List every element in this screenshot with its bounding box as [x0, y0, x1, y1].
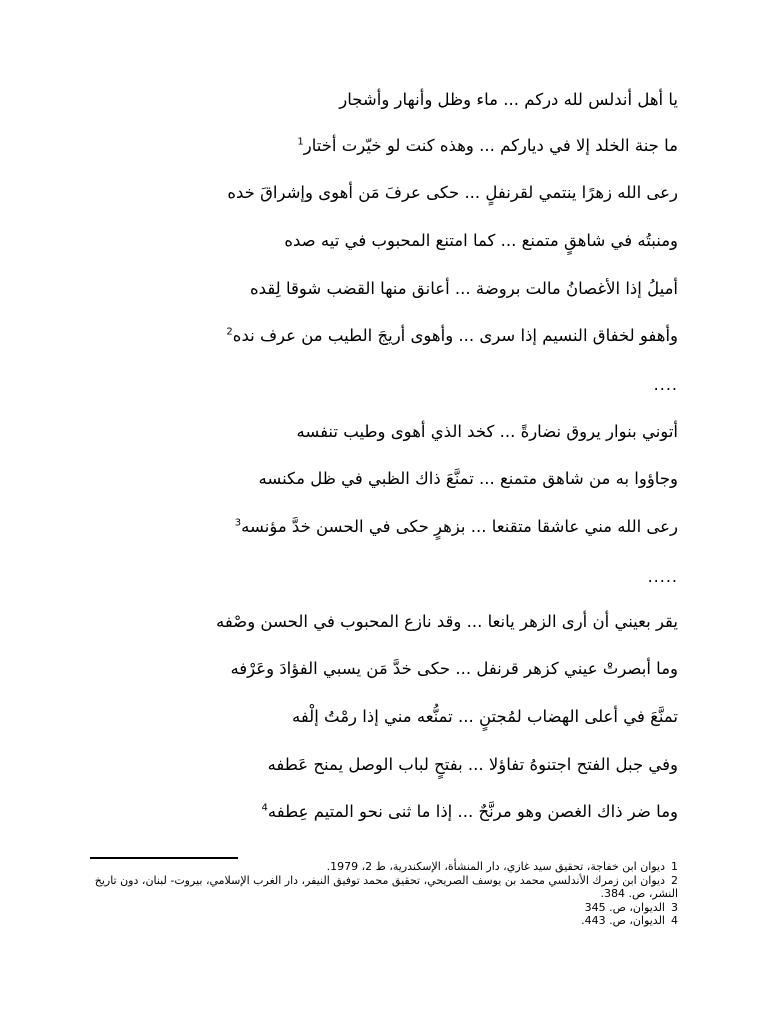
- verse-line: وما ضر ذاك الغصن وهو مرنَّحٌ ... إذا ما ثنى نحو المتيم عِطفه$^4$: [261, 802, 678, 821]
- verse-line: ما جنة الخلد إلا في دياركم ... وهذه كنت لو خيّرت أختار$^1$: [297, 136, 678, 155]
- verse-line: وما أبصرتْ عيني كزهر قرنفل ... حكى خدَّ مَن يسبي الفؤادَ وعَرْفه: [230, 659, 678, 678]
- verse-line: وأهفو لخفاق النسيم إذا سرى ... وأهوى أريجَ الطيب من عرف نده$^2$: [226, 326, 678, 345]
- footnote-item: [78, 914, 678, 928]
- footnote-divider: [90, 857, 238, 859]
- footnote-ref: 4: [261, 802, 268, 814]
- verse-line: وفي جبل الفتح اجتنوهُ تفاؤلا ... بفتحٍ لباب الوصل يمنح عَطفه: [267, 755, 678, 774]
- footnote-number: 2: [671, 873, 678, 887]
- section-separator: .....: [647, 567, 678, 586]
- footnote-ref: 2: [226, 326, 233, 338]
- footnote-text: ديوان ابن خفاجة، تحقيق سيد غازي، دار المنشأة، الإسكندرية، ط 2، 1979.: [326, 860, 665, 873]
- footnotes: [78, 860, 678, 928]
- footnote-number: 3: [671, 900, 678, 914]
- section-separator: ....: [653, 375, 678, 394]
- footnote-text: الديوان، ص. 443.: [581, 914, 665, 927]
- verse-line: أتوني بنوار يروق نضارةً ... كخد الذي أهوى وطيب تنفسه: [296, 422, 678, 441]
- verse-line: تمنَّعَ في أعلى الهضاب لمُجتنٍ ... تمنُّعه مني إذا رمْتُ إلْفه: [291, 707, 678, 726]
- verse-line: رعى الله مني عاشقا متقنعا ... بزهرٍ حكى في الحسن خدَّ مؤنسه$^3$: [234, 517, 678, 536]
- footnote-ref: 3: [234, 517, 242, 529]
- verse-line: رعى الله زهرًا ينتمي لقرنفلٍ ... حكى عرفَ مَن أهوى وإشراقَ خده: [227, 183, 678, 202]
- footnote-number: 4: [671, 914, 678, 927]
- verse-line: وجاؤوا به من شاهق متمنع ... تمنَّعَ ذاك الظبي في ظل مكنسه: [258, 469, 678, 488]
- footnote-item: [78, 860, 678, 874]
- verse-line: ومنبتُه في شاهقٍ متمنع ... كما امتنع المحبوب في تيه صده: [284, 231, 678, 250]
- footnote-text: ديوان ابن زمرك الأندلسي محمد بن يوسف الصريحي، تحقيق محمد توفيق النيفر، دار الغرب الإسلامي، بيروت- لبنان، دون تاريخ النشر، ص. 384.: [94, 873, 678, 900]
- footnote-item: [78, 874, 678, 901]
- footnote-number: 1: [671, 860, 678, 873]
- verse-line: يا أهل أندلس لله دركم ... ماء وظل وأنهار وأشجار: [339, 90, 678, 109]
- footnote-text: الديوان، ص. 345: [584, 900, 665, 914]
- footnote-ref: 1: [297, 136, 304, 148]
- footnote-item: [78, 901, 678, 915]
- verse-line: أميلُ إذا الأغصانُ مالت بروضة ... أعانق منها القضب شوقا لِقده: [250, 279, 678, 298]
- verse-line: يقر بعيني أن أرى الزهر يانعا ... وقد نازع المحبوب في الحسن وصْفه: [215, 612, 678, 631]
